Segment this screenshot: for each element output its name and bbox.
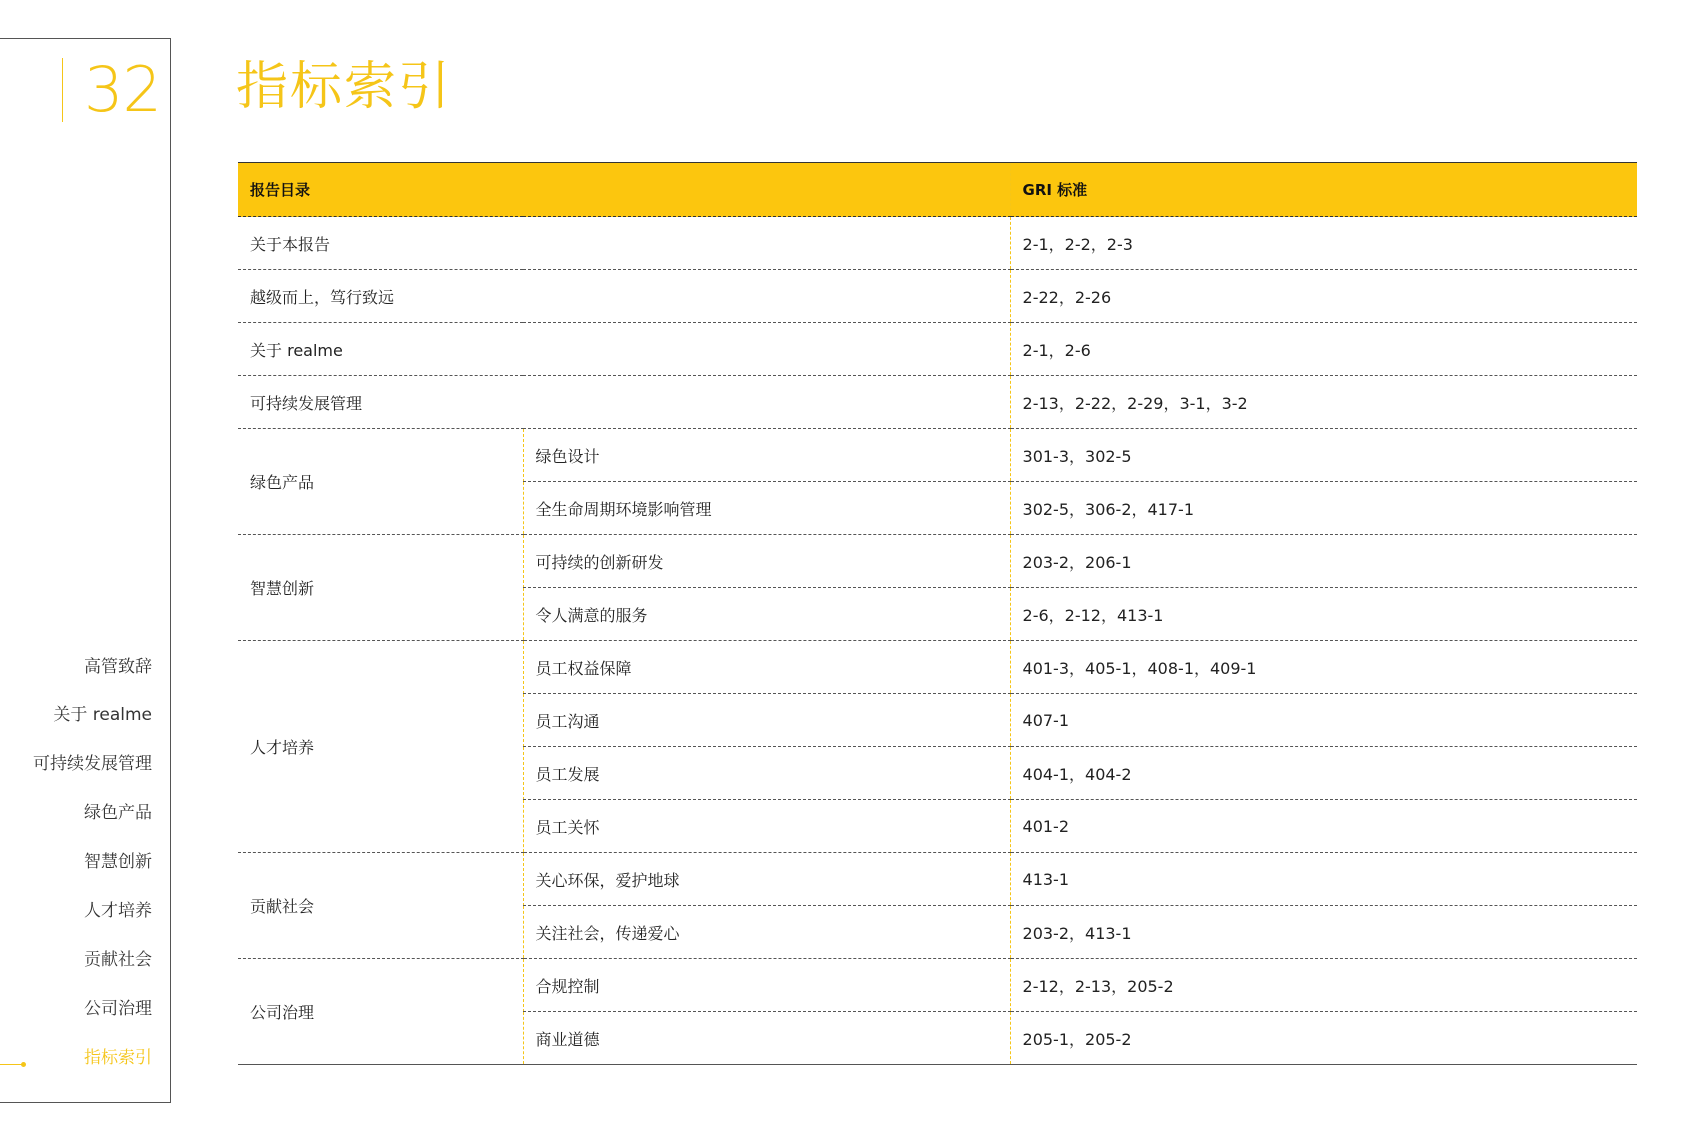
- gri-cell: 301-3，302-5: [1010, 429, 1637, 482]
- gri-index-table: [238, 162, 1637, 1065]
- subsection-cell: 员工发展: [523, 747, 1010, 800]
- gri-cell: 2-6，2-12，413-1: [1010, 588, 1637, 641]
- page-number: 32: [84, 53, 161, 126]
- nav-item[interactable]: 可持续发展管理: [33, 754, 152, 774]
- table-row: [238, 959, 1637, 1012]
- nav-item[interactable]: 关于 realme: [53, 705, 152, 725]
- subsection-cell: 关心环保，爱护地球: [523, 853, 1010, 906]
- table-row: [238, 217, 1637, 270]
- subsection-cell: 合规控制: [523, 959, 1010, 1012]
- page-title: 指标索引: [236, 57, 453, 117]
- table-header-row: [238, 163, 1637, 217]
- gri-cell: 2-1，2-6: [1010, 323, 1637, 376]
- subsection-cell: 员工权益保障: [523, 641, 1010, 694]
- table-row: [238, 376, 1637, 429]
- nav-active-indicator-dot: [21, 1062, 26, 1067]
- gri-cell: 302-5，306-2，417-1: [1010, 482, 1637, 535]
- section-cell: 智慧创新: [238, 535, 523, 641]
- nav-item[interactable]: 指标索引: [84, 1048, 152, 1068]
- subsection-cell: 员工沟通: [523, 694, 1010, 747]
- nav-item[interactable]: 贡献社会: [84, 950, 152, 970]
- gri-cell: 205-1，205-2: [1010, 1012, 1637, 1065]
- table-row: [238, 535, 1637, 588]
- subsection-cell: 绿色设计: [523, 429, 1010, 482]
- gri-cell: 203-2，413-1: [1010, 906, 1637, 959]
- subsection-cell: 商业道德: [523, 1012, 1010, 1065]
- subsection-cell: 令人满意的服务: [523, 588, 1010, 641]
- header-gri-standard: GRI 标准: [1010, 163, 1637, 217]
- table-row: [238, 429, 1637, 482]
- section-cell: 绿色产品: [238, 429, 523, 535]
- table-row: [238, 270, 1637, 323]
- subsection-cell: 可持续的创新研发: [523, 535, 1010, 588]
- sidebar: [0, 38, 171, 1103]
- section-cell: 可持续发展管理: [238, 376, 1010, 429]
- subsection-cell: 员工关怀: [523, 800, 1010, 853]
- nav-active-indicator-line: [0, 1064, 22, 1065]
- gri-cell: 2-22，2-26: [1010, 270, 1637, 323]
- section-cell: 贡献社会: [238, 853, 523, 959]
- gri-cell: 2-12，2-13，205-2: [1010, 959, 1637, 1012]
- header-report-catalog: 报告目录: [238, 163, 1010, 217]
- page-number-divider: [62, 58, 63, 122]
- gri-cell: 401-3，405-1，408-1，409-1: [1010, 641, 1637, 694]
- gri-cell: 407-1: [1010, 694, 1637, 747]
- section-cell: 公司治理: [238, 959, 523, 1065]
- subsection-cell: 关注社会，传递爱心: [523, 906, 1010, 959]
- subsection-cell: 全生命周期环境影响管理: [523, 482, 1010, 535]
- gri-cell: 401-2: [1010, 800, 1637, 853]
- gri-cell: 413-1: [1010, 853, 1637, 906]
- nav-item[interactable]: 高管致辞: [84, 657, 152, 677]
- section-cell: 关于 realme: [238, 323, 1010, 376]
- table-row: [238, 853, 1637, 906]
- gri-cell: 404-1，404-2: [1010, 747, 1637, 800]
- table-row: [238, 641, 1637, 694]
- gri-cell: 2-13，2-22，2-29，3-1，3-2: [1010, 376, 1637, 429]
- gri-cell: 203-2，206-1: [1010, 535, 1637, 588]
- nav-item[interactable]: 绿色产品: [84, 803, 152, 823]
- nav-item[interactable]: 智慧创新: [84, 852, 152, 872]
- section-cell: 关于本报告: [238, 217, 1010, 270]
- table-row: [238, 323, 1637, 376]
- section-cell: 人才培养: [238, 641, 523, 853]
- nav-item[interactable]: 人才培养: [84, 901, 152, 921]
- gri-cell: 2-1，2-2，2-3: [1010, 217, 1637, 270]
- table-body: [238, 217, 1637, 1065]
- nav-item[interactable]: 公司治理: [84, 999, 152, 1019]
- section-cell: 越级而上，笃行致远: [238, 270, 1010, 323]
